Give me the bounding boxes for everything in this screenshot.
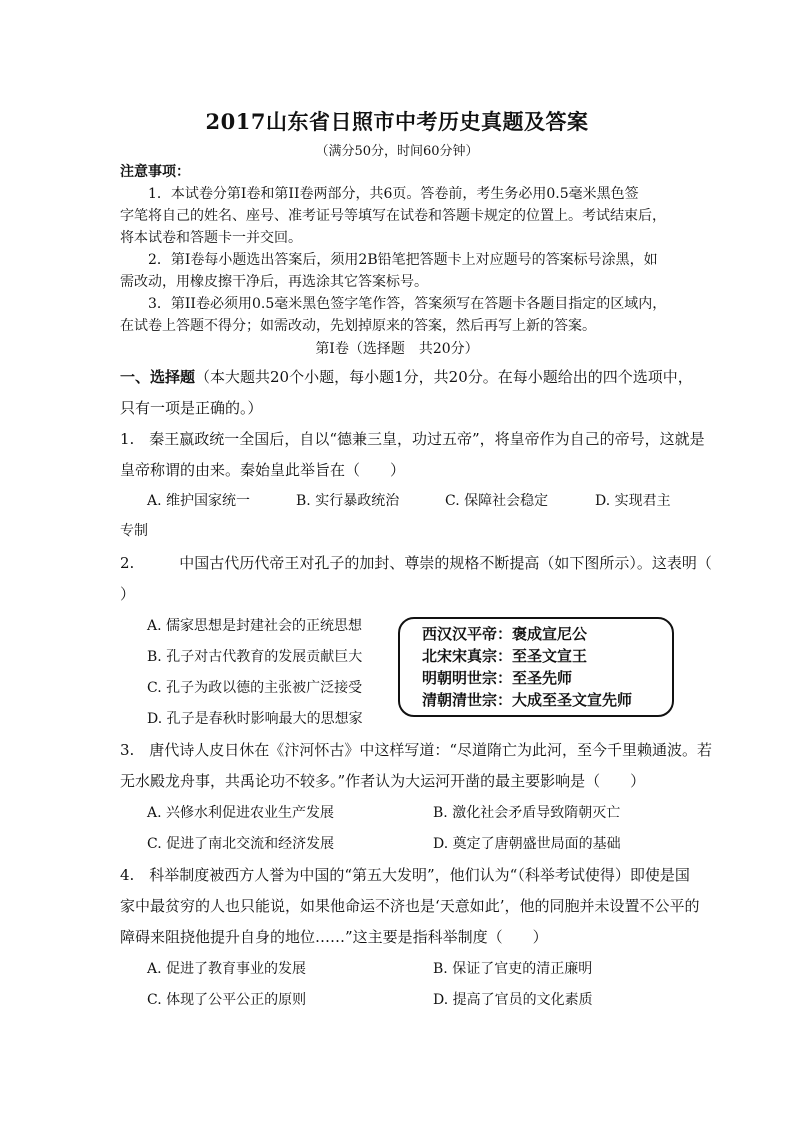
question-stem: ） (120, 585, 136, 603)
option-a: A. 兴修水利促进农业生产发展 (147, 805, 335, 821)
question-stem: 1. 秦王嬴政统一全国后，自以“德兼三皇，功过五帝”，将皇帝作为自己的帝号，这就是 (120, 430, 705, 448)
notice-line: 将本试卷和答题卡一并交回。 (120, 230, 302, 246)
question-stem: 4. 科举制度被西方人誉为中国的“第五大发明”，他们认为“（科举考试使得）即使是国 (120, 866, 690, 884)
question-stem: 家中最贫穷的人也只能说，如果他命运不济也是‘天意如此’，他的同胞并未设置不公平的 (120, 897, 700, 915)
option-b: B. 保证了官吏的清正廉明 (433, 961, 593, 977)
option-d: D. 实现君主 (595, 493, 671, 509)
option-b: B. 孔子对古代教育的发展贡献巨大 (147, 649, 363, 665)
page-title: 2017山东省日照市中考历史真题及答案 (205, 109, 589, 134)
notice-heading: 注意事项： (120, 164, 190, 180)
option-c: C. 体现了公平公正的原则 (147, 992, 307, 1008)
title-quote-box (398, 617, 674, 717)
question-stem: 3. 唐代诗人皮日休在《汴河怀古》中这样写道：“尽道隋亡为此河，至今千里赖通波。若 (120, 741, 712, 759)
notice-line: 字笔将自己的姓名、座号、准考证号等填写在试卷和答题卡规定的位置上。考试结束后， (120, 208, 666, 224)
question-stem: 无水殿龙舟事，共禹论功不较多。”作者认为大运河开凿的最主要影响是（ ） (120, 772, 646, 790)
option-d: D. 奠定了唐朝盛世局面的基础 (433, 836, 621, 852)
option-c: C. 孔子为政以德的主张被广泛接受 (147, 680, 363, 696)
option-a: A. 维护国家统一 (147, 493, 251, 509)
quote-line: 北宋宋真宗：至圣文宣王 (422, 647, 588, 665)
option-b: B. 激化社会矛盾导致隋朝灭亡 (433, 805, 621, 821)
option-a: A. 儒家思想是封建社会的正统思想 (147, 618, 363, 634)
quote-line: 明朝明世宗：至圣先师 (422, 669, 573, 687)
notice-line: 需改动，用橡皮擦干净后，再选涂其它答案标号。 (120, 274, 428, 290)
option-a: A. 促进了教育事业的发展 (147, 961, 307, 977)
section-desc: （本大题共20个小题，每小题1分，共20分。在每小题给出的四个选项中， (195, 368, 693, 386)
quote-line: 西汉汉平帝：褒成宣尼公 (422, 625, 588, 643)
option-b: B. 实行暴政统治 (296, 493, 400, 509)
section-label: 一、选择题 (120, 368, 196, 386)
notice-line: 3．第II卷必须用0.5毫米黑色签字笔作答，答案须写在答题卡各题目指定的区域内， (148, 296, 667, 312)
notice-line: 在试卷上答题不得分；如需改动，先划掉原来的答案，然后再写上新的答案。 (120, 318, 596, 334)
section-intro (120, 366, 693, 387)
question-stem: 障碍来阻挠他提升自身的地位……”这主要是指科举制度（ ） (120, 928, 548, 946)
option-d-cont: 专制 (120, 523, 148, 539)
question-stem: 2. 中国古代历代帝王对孔子的加封、尊崇的规格不断提高（如下图所示）。这表明（ (120, 554, 712, 572)
exam-info: （满分50分，时间60分钟） (315, 144, 479, 159)
option-c: C. 保障社会稳定 (445, 493, 549, 509)
option-d: D. 孔子是春秋时影响最大的思想家 (147, 711, 363, 727)
notice-line: 2．第Ⅰ卷每小题选出答案后，须用2B铅笔把答题卡上对应题号的答案标号涂黑，如 (148, 252, 658, 268)
question-stem: 皇帝称谓的由来。秦始皇此举旨在（ ） (120, 461, 406, 479)
part-heading: 第Ⅰ卷（选择题 共20分） (315, 341, 479, 357)
notice-line: 1．本试卷分第Ⅰ卷和第II卷两部分，共6页。答卷前，考生务必用0.5毫米黑色签 (148, 186, 639, 202)
option-d: D. 提高了官员的文化素质 (433, 992, 593, 1008)
section-desc-cont: 只有一项是正确的。） (120, 399, 263, 417)
option-c: C. 促进了南北交流和经济发展 (147, 836, 335, 852)
quote-line: 清朝清世宗：大成至圣文宣先师 (422, 691, 633, 709)
